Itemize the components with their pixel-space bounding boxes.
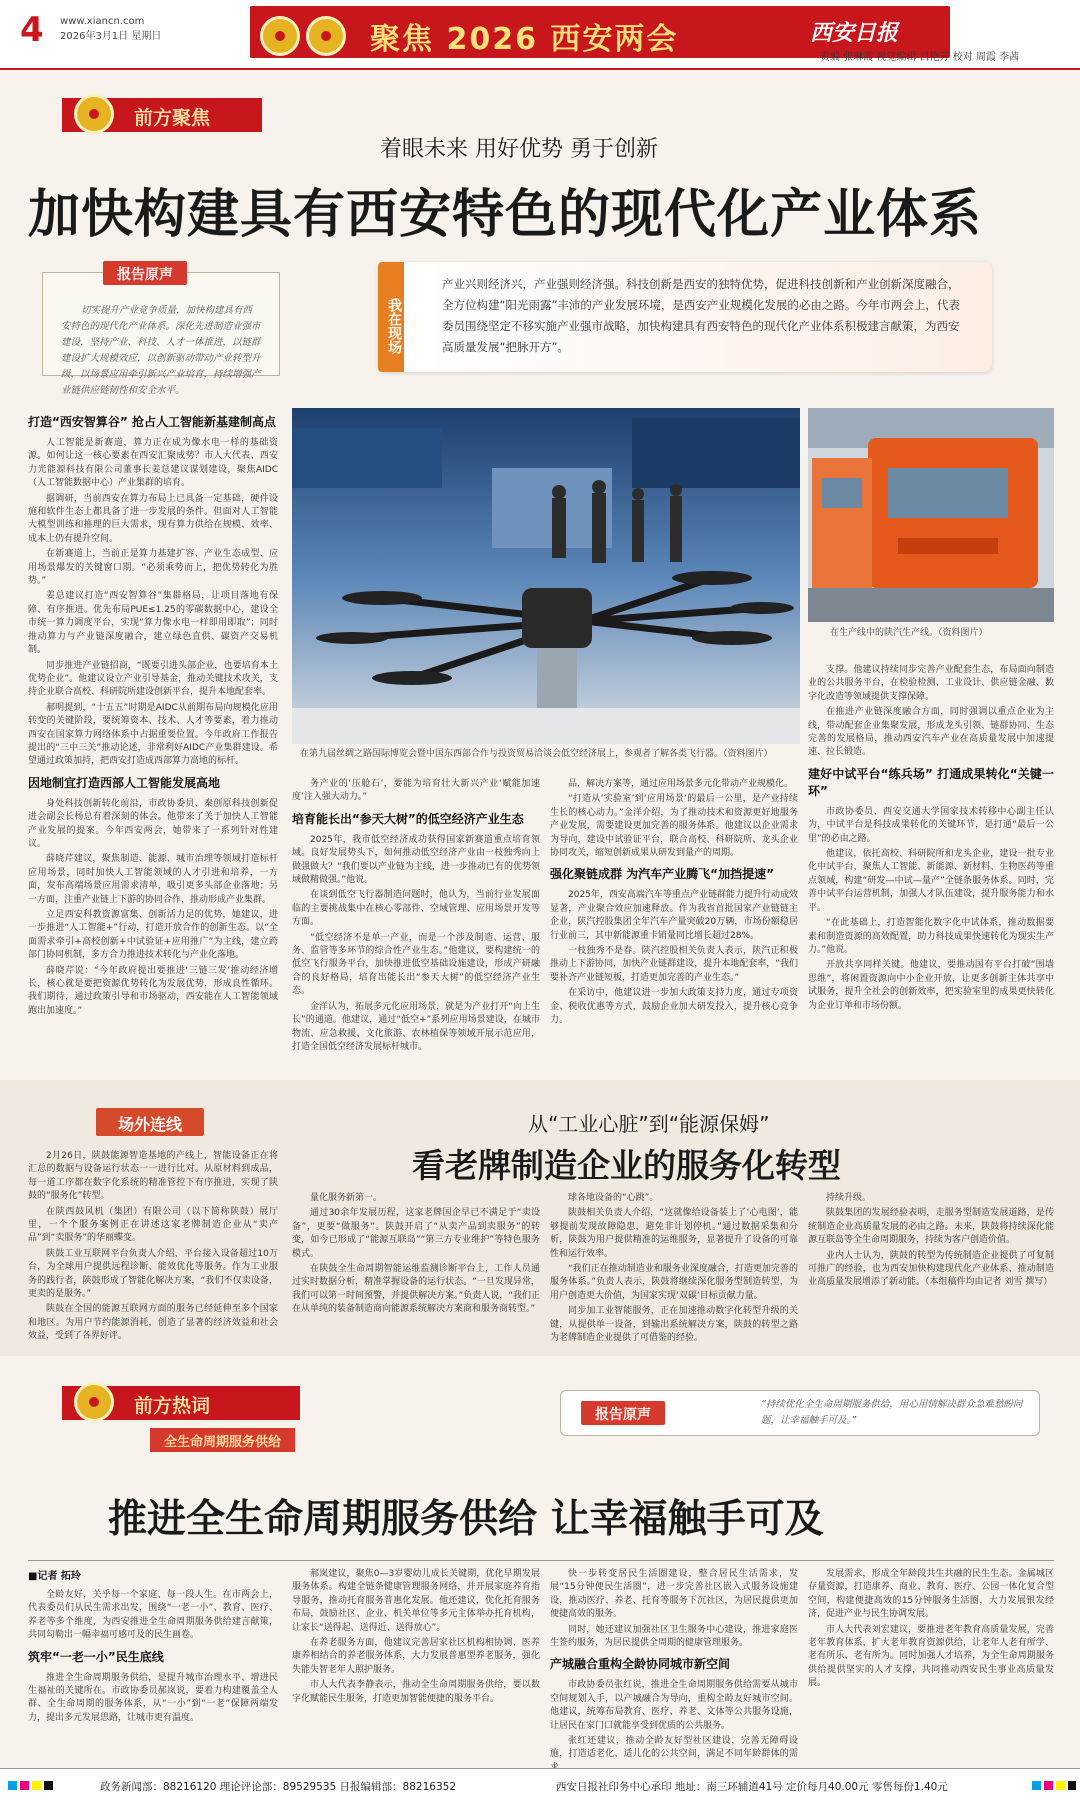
editors-line: 责编 张琳霞 视觉编辑 吕艳芳 校对 周霞 李茜 xyxy=(820,52,1020,63)
article-column xyxy=(28,408,278,1066)
photo-caption: 在第九届丝绸之路国际博览会暨中国东西部合作与投资贸易洽谈会低空经济展上，参观者了解各类飞行器。（资料图片） xyxy=(300,749,773,759)
paragraph: 姜总建议打造“西安智算谷”集群格局，让项目落地有保障、有序推进。优先布局PUE≤1.25的零碳数据中心，建设全市统一算力调度平台，实现“算力像水电一样即用即取”；同时推动算力与产业链深度融合，建立绿色直供、碳资产交易机制。 xyxy=(28,591,278,656)
color-mark-icon xyxy=(1068,1781,1076,1790)
column-heading: 培育能长出“参天大树”的低空经济产业生态 xyxy=(292,811,524,826)
headline: 推进全生命周期服务供给 让幸福触手可及 xyxy=(108,1497,824,1542)
paragraph: 通过30余年发展历程，这家老牌国企早已不满足于“卖设备”，更要“做服务”。陕鼓开启了“从卖产品到卖服务”的转变，如今已形成了“能源互联岛”“第三方专业维护”等特色服务模式。 xyxy=(292,1208,540,1259)
report-text: 切实提升产业竞争质量，加快构建具有西安特色的现代化产业体系。深化先进制造业强市建设，坚持产业、科技、人才一体推进，以链群建设扩大规模效应，以创新驱动带动产业转型升级，以场景应用牵引新兴产业培育，持续增强产业链供应链韧性和安全水平。 xyxy=(61,305,261,396)
masthead xyxy=(0,0,1080,70)
paragraph: 全龄友好，关乎每一个家庭、每一段人生。在市两会上，代表委员们从民生需求出发，围绕“一老一小”、教育、医疗、养老等多个维度，为西安推进全生命周期服务供给建言献策，共同勾勒出一幅幸福可感可及的民生画卷。 xyxy=(28,1590,278,1641)
paragraph: 在新赛道上，当前正是算力基建扩容、产业生态成型、应用场景爆发的关键窗口期。“必须乘势而上，把优势转化为胜势。” xyxy=(28,549,278,587)
report-text: “持续优化全生命周期服务供给，用心用情解决群众急难愁盼问题，让幸福触手可及。” xyxy=(761,1399,1023,1426)
article-column xyxy=(808,664,1054,1066)
column-heading: 因地制宜打造西部人工智能发展高地 xyxy=(28,775,221,790)
emblem-icon xyxy=(74,1382,114,1422)
paragraph: 在陕鼓全生命周期智能运维监测诊断平台上，工作人员通过实时数据分析，精准掌握设备的运行状态。“一旦发现异常，我们可以第一时间预警，并提供解决方案。”负责人说，“我们正在从单纯的装备制造商向能源系统解决方案商和服务商转型。” xyxy=(292,1264,540,1315)
paragraph: 开放共享同样关键。他建议，要推动国有平台打破“围墙思维”，将闲置资源向中小企业开放，让更多创新主体共享中试服务，提升全社会的创新效率，把实验室里的成果更快转化为企业订单和市场份额。 xyxy=(808,960,1054,1011)
paragraph: 他建议，依托高校、科研院所和龙头企业，建设一批专业化中试平台，聚焦人工智能、新能源、新材料、生物医药等重点领域，构建“研发—中试—量产”全链条服务体系。同时，完善中试平台运营机制，加强人才队伍建设，提升服务能力和水平。 xyxy=(808,849,1054,913)
paragraph: 品，解决方案等，通过应用场景多元化带动产业规模化。 xyxy=(568,779,794,789)
paragraph: 发展需求，形成全年龄段共生共融的民生生态。金属城区存量资源，打造康养、商业、教育、医疗、公园一体化复合型空间，构建便捷高效的15分钟服务生活圈，大力发展银发经济，促进产业与民生协调发展。 xyxy=(808,1569,1054,1620)
paragraph: 同时，她还建议加强社区卫生服务中心建设，推进家庭医生签约服务，为居民提供全周期的健康管理服务。 xyxy=(550,1624,798,1649)
drone-expo-photo xyxy=(292,408,800,744)
color-mark-icon xyxy=(32,1781,41,1790)
paragraph: 一枝独秀不是春。陕汽控股相关负责人表示，陕汽正积极推动上下游协同，加快产业链群建设，提升本地配套率，“我们要补齐产业链短板，打造更加完善的产业生态。” xyxy=(550,946,798,983)
footer xyxy=(0,1768,1080,1803)
paragraph: 支撑。他建议持续同步完善产业配套生态，布局面向制造业的公共服务平台，在检验检测、工业设计、供应链金融、数字化改造等领域提供支撑保障。 xyxy=(808,665,1054,702)
truck-line-photo xyxy=(808,408,1054,622)
paragraph: 在陕西鼓风机（集团）有限公司（以下简称陕鼓）展厅里，一个个服务案例正在讲述这家老牌制造企业从“卖产品”到“卖服务”的华丽蝶变。 xyxy=(28,1206,278,1244)
issue-date: 2026年3月1日 星期日 xyxy=(60,31,162,42)
paragraph: 市人大代表刘宏建议，要推进老年教育高质量发展，完善老年教育体系，扩大老年教育资源供给，让老年人老有所学、老有所乐、老有所为。同时加强人才培养，为全生命周期服务供给提供坚实的人才支撑，共同推动西安民生事业高质量发展。 xyxy=(808,1624,1054,1689)
color-mark-icon xyxy=(1044,1781,1053,1790)
paragraph: 在推进产业链深度融合方面，同时强调以重点企业为主线，带动配套企业集聚发展，形成龙头引领、链群协同、生态完善的发展格局，推动西安汽车产业在高质量发展中加速提速、拉长锻造。 xyxy=(808,707,1054,758)
paragraph: 同步加工业智能服务，正在加速推动数字化转型升级的关键，从提供单一设备，到输出系统解决方案，陕鼓的转型之路为老牌制造企业提供了可借鉴的经验。 xyxy=(550,1306,798,1344)
section-label xyxy=(62,1386,300,1420)
paragraph: “低空经济不是单一产业，而是一个涉及制造、运营、服务、监管等多环节的综合性产业生态。”他建议，要构建统一的低空飞行服务平台，加快推进低空基础设施建设，形成产研融合的良好格局，培育出能长出“参天大树”的低空经济产业生态。 xyxy=(292,932,540,997)
headline: 看老牌制造企业的服务化转型 xyxy=(412,1146,841,1185)
section-label-text: 前方聚焦 xyxy=(134,107,211,129)
report-box xyxy=(42,267,280,396)
paragraph: 郝明提到，“十五五”时期是AIDC从前期布局向规模化应用转变的关键阶段，要统筹资本、技术、人才等要素，着力推动西安在国家算力网络体系中占据重要位置。今年政府工作报告提出的“三中三关”推动论述，非常利好AIDC产业集群建设。希望通过政策加持，把西安打造成西部算力高地的标杆。 xyxy=(28,702,278,767)
brand-logo: 西安日报 xyxy=(810,20,899,46)
article-column xyxy=(292,1192,540,1350)
article-column xyxy=(292,1568,540,1764)
paragraph: “打造从‘实验室’到‘应用场景’的最后一公里，是产业持续生长的核心动力。”金洋介绍，为了推动技术和资源更好地服务产业发展，需要建设更加完善的服务体系。他建议以企业需求为导向，建设中试验证平台，联合高校、科研院所、龙头企业协同攻关，缩短创新成果从研发到量产的周期。 xyxy=(550,794,798,859)
article-column xyxy=(550,1568,798,1764)
banner-title: 聚焦 2026 西安两会 xyxy=(370,22,679,57)
column-heading: 建好中试平台“练兵场” 打通成果转化“关键一环” xyxy=(808,766,1054,798)
section-sublabel: 全生命周期服务供给 xyxy=(150,1428,295,1452)
paragraph: 市政协委员、西安交通大学国家技术转移中心副主任认为，中试平台是科技成果转化的关键环节，是打通“最后一公里”的必由之路。 xyxy=(808,806,1054,844)
color-mark-icon xyxy=(8,1781,17,1790)
footer-printer: 西安日报社印务中心承印 地址：南三环辅道41号 定价每月40.00元 零售每份1.40元 xyxy=(556,1781,948,1793)
paragraph: 球各地设备的“心跳”。 xyxy=(568,1193,659,1203)
article-column xyxy=(550,1192,798,1350)
paragraph: 同步推进产业链招商，“既要引进头部企业，也要培育本土优势企业”。他建议设立产业引导基金，推动关键技术攻关，支持企业联合高校、科研院所建设创新平台，提升本地配套率。 xyxy=(28,660,278,698)
color-mark-icon xyxy=(1032,1781,1041,1790)
divider xyxy=(28,1560,1054,1561)
article-column xyxy=(292,778,540,1066)
paragraph: 持续升级。 xyxy=(826,1193,872,1203)
article-column xyxy=(28,1568,278,1764)
column-heading: 产城融合重构全龄协同城市新空间 xyxy=(550,1657,731,1672)
paragraph: 在采访中，他建议进一步加大政策支持力度，通过专项资金、税收优惠等方式，鼓励企业加大研发投入，提升核心竞争力。 xyxy=(550,988,798,1026)
emblem-icon xyxy=(260,16,300,56)
column-heading: 打造“西安智算谷” 抢占人工智能新基建制高点 xyxy=(28,415,276,429)
paragraph: 人工智能是新赛道，算力正在成为像水电一样的基础资源。如何让这一核心要素在西安汇聚成势？市人大代表、西安力光能源科技有限公司董事长姜总建议谋划建设，聚焦AIDC（人工智能数据中心）产业集群的培育。 xyxy=(28,438,278,489)
kicker: 从“工业心脏”到“能源保姆” xyxy=(528,1112,770,1136)
paragraph: 量化服务新第一。 xyxy=(310,1193,383,1203)
report-tag: 报告原声 xyxy=(581,1401,665,1425)
section-label xyxy=(62,98,262,132)
paragraph: 务产业的‘压舱石’，要能为培育壮大新兴产业‘赋能加速度’注入强大动力。” xyxy=(292,779,540,803)
footer-contacts: 政务新闻部：88216120 理论评论部：89529535 日报编辑部：88216352 xyxy=(100,1781,457,1793)
paragraph: 身处科技创新转化前沿，市政协委员、秦创原科技创新促进会副会长杨总有着深刻的体会。他带来了关于加快人工智能产业发展的提案。今年西安两会，她带来了一系列针对性建议。 xyxy=(28,798,278,849)
paragraph: 郝岚建议，聚焦0—3岁婴幼儿成长关键期，优化早期发展服务体系。构建全链条健康管理服务网络，并开展家庭养育指导服务，推动托育服务普惠化发展。他还建议，优化托育服务布局，鼓励社区、企业、机关单位等多元主体举办托育机构，让家长“送得起、送得近、送得放心”。 xyxy=(292,1569,540,1633)
paragraph: 推进全生命周期服务供给，是提升城市治理水平、增进民生福祉的关键所在。市政协委员郝岚说，要着力构建覆盖全人群、全生命周期的服务体系，从“一小”到“一老”保障两端发力，提出多元发展思路，让城市更有温度。 xyxy=(28,1672,278,1723)
paragraph: “在此基础上，打造智能化数字化中试体系，推动数据要素和制造资源的高效配置，助力科技成果快速转化为现实生产力。”他说。 xyxy=(808,918,1054,955)
column-heading: 筑牢“一老一小”民生底线 xyxy=(28,1649,164,1664)
paragraph: 业内人士认为，陕鼓的转型为传统制造企业提供了可复制可推广的经验，也为西安加快构建现代化产业体系、推动制造业高质量发展增添了新动能。（本组稿件均由记者 刘雪 撰写） xyxy=(808,1250,1054,1288)
scene-tag: 我在现场 xyxy=(378,262,404,372)
paragraph: 2月26日，陕鼓能源智造基地的产线上，智能设备正在将汇总的数据与设备运行状态一一进行比对。从原材料到成品，每一道工序都在数字化系统的精准管控下有序推进，实现了陕鼓的“服务化”转型。 xyxy=(28,1151,278,1202)
color-mark-icon xyxy=(20,1781,29,1790)
report-box xyxy=(560,1390,1040,1436)
headline: 加快构建具有西安特色的现代化产业体系 xyxy=(28,185,983,245)
paragraph: 市人大代表李静表示，推动全生命周期服务供给，要以数字化赋能民生服务，打造更加智能便捷的服务平台。 xyxy=(292,1680,540,1704)
paragraph: 陕鼓工业互联网平台负责人介绍，平台接入设备超过10万台，为全球用户提供远程诊断、能效优化等服务。作为工业服务的践行者，陕鼓形成了智能化解决方案，“我们不仅卖设备，更卖的是服务。” xyxy=(28,1248,278,1300)
column-heading: 强化聚链成群 为汽车产业腾飞“加挡提速” xyxy=(550,867,774,882)
color-mark-icon xyxy=(44,1781,53,1790)
scene-text: 产业兴则经济兴，产业强则经济强。科技创新是西安的独特优势，促进科技创新和产业创新深度融合，全方位构建“阳光雨露”丰沛的产业发展环境，是西安产业规模化发展的必由之路。今年市两会上，代表委员围绕坚定不移实施产业强市战略，加快构建具有西安特色的现代化产业体系积极建言献策，为西安高质量发展“把脉开方”。 xyxy=(442,277,960,354)
paragraph: 2025年，我市低空经济成功获得国家新赛道重点培育领域。良好发展势头下，如何推动低空经济产业由一枝独秀向上做强做大？“我们要以产业链为主线，进一步推动已有的优势领域做精做强。”他说。 xyxy=(292,834,540,886)
paragraph: 陕鼓相关负责人介绍，“这就像给设备装上了‘心电图’，能够提前发现故障隐患，避免非计划停机。”通过数据采集和分析，陕鼓为用户提供精准的运维服务，显著提升了设备的可靠性和运行效率。 xyxy=(550,1208,798,1259)
masthead-meta xyxy=(60,14,161,44)
paragraph: 金洋认为，拓展多元化应用场景，就是为产业打开“向上生长”的通道。他建议，通过“低空+”系列应用场景建设，在城市物流、应急救援、文化旅游、农林植保等领域开展示范应用，打造全国低空经济发展标杆城市。 xyxy=(292,1001,540,1052)
paragraph: 陕鼓在全国的能源互联网方面的服务已经延伸至多个国家和地区。为用户节约能源消耗，创造了显著的经济效益和社会效益，受到了各界好评。 xyxy=(28,1304,278,1342)
kicker: 着眼未来 用好优势 勇于创新 xyxy=(380,137,658,162)
paragraph: 薛晓芹建议，聚焦制造、能源、城市治理等领域打造标杆应用场景，同时加快人工智能领域的人才引进和培养，一方面，发布高端场景应用需求清单，吸引更多头部企业落地；另一方面，注重产业链上下游的协同合作，推动形成产业集群。 xyxy=(28,854,278,905)
paragraph: 在谈到低空飞行器制造问题时，他认为，当前行业发展面临的主要挑战集中在核心零部件、空域管理、应用场景开发等方面。 xyxy=(292,890,540,928)
byline: ■记者 拓玲 xyxy=(28,1571,81,1582)
paragraph: 立足西安科教资源富集、创新活力足的优势，她建议，进一步推进“人工智能+”行动，打造开放合作的创新生态。以“全面需求牵引+高校创新+中试验证+应用推广”为主线，建立跨部门协同机制，多方合力推进技术转化与产业化落地。 xyxy=(28,910,278,961)
article-column xyxy=(808,1192,1054,1350)
photo-caption: 在生产线中的陕汽生产线。（资料图片） xyxy=(830,628,988,638)
paragraph: “我们正在推动制造业和服务业深度融合，打造更加完善的服务体系。”负责人表示，陕鼓将继续深化服务型制造转型，为用户创造更大价值，为国家实现‘双碳’目标贡献力量。 xyxy=(550,1264,798,1301)
scene-box xyxy=(378,262,992,372)
paragraph: 快一步转变居民生活圈建设，整合居民生活需求，发展“15分钟便民生活圈”，进一步完善社区嵌入式服务设施建设，推动医疗、养老、托育等服务下沉社区，为居民提供更加便捷高效的服务。 xyxy=(550,1569,798,1620)
emblem-icon xyxy=(74,94,114,134)
color-mark-icon xyxy=(1056,1781,1065,1790)
report-tag: 报告原声 xyxy=(103,261,187,285)
paragraph: 在养老服务方面，他建议完善居家社区机构相协调、医养康养相结合的养老服务体系，大力发展普惠型养老服务，强化失能失智老年人照护服务。 xyxy=(292,1638,540,1675)
paragraph: 2025年，西安高端汽车等重点产业链群能力提升行动成效显著，产业聚合效应加速释放。作为我省首批国家产业链链主企业，陕汽控股集团全年汽车产量突破20万辆，市场份额稳居行业前三，其中新能源重卡销量同比增长超过28%。 xyxy=(550,890,798,941)
paragraph: 市政协委员张红说，推进全生命周期服务供给需要从城市空间规划入手，以产城融合为导向，重构全龄友好城市空间。他建议，统筹布局教育、医疗、养老、文体等公共服务设施，让居民在家门口就能享受到优质的公共服务。 xyxy=(550,1680,798,1731)
article-column xyxy=(28,1150,278,1350)
paragraph: 陕鼓集团的发展经验表明，走服务型制造发展道路，是传统制造企业高质量发展的必由之路。未来，陕鼓将持续深化能源互联岛等全生命周期服务，持续为客户创造价值。 xyxy=(808,1208,1054,1246)
emblem-icon xyxy=(306,16,346,56)
article-column xyxy=(550,778,798,1066)
website[interactable]: www.xiancn.com xyxy=(60,16,145,27)
article-column xyxy=(808,1568,1054,1764)
paragraph: 据调研，当前西安在算力布局上已具备一定基础，硬件设施和软件生态上都具备了进一步发展的条件。但面对人工智能大模型训练和推理的巨大需求，现有算力供给在规模、效率、成本上仍有提升空间。 xyxy=(28,493,278,544)
paragraph: 张红还建议，推动全龄友好型社区建设，完善无障碍设施，打造适老化、适儿化的公共空间，满足不同年龄群体的需 xyxy=(550,1736,798,1760)
section-label-text: 前方热词 xyxy=(134,1395,211,1417)
section-label: 场外连线 xyxy=(96,1108,204,1136)
page-number: 4 xyxy=(20,10,44,50)
paragraph: 薛晓芹说：“今年政府提出要推进‘三链三发’推动经济增长，核心就是要把资源优势转化为发展优势，形成良性循环。我们期待，通过政策引导和市场驱动，西安能在人工智能领域跑出加速度。” xyxy=(28,965,278,1016)
